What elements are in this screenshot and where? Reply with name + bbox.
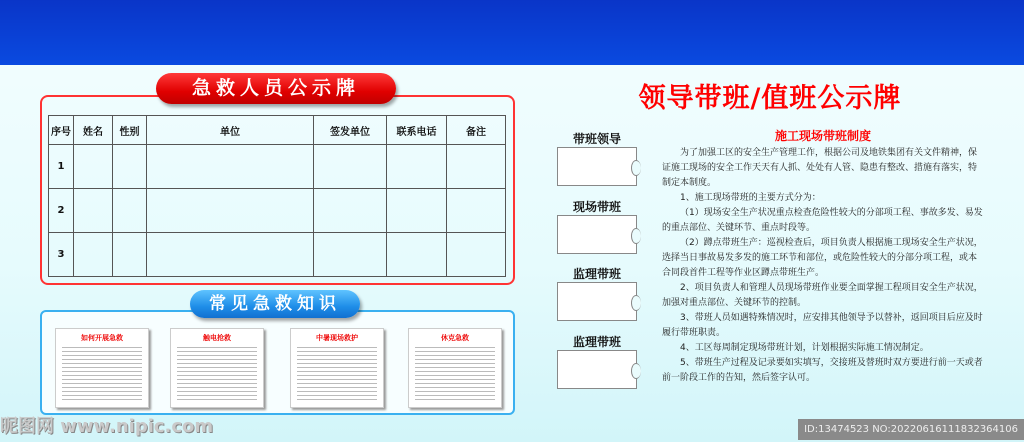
knowledge-card: [290, 328, 384, 408]
duty-label: 监理带班: [572, 335, 621, 349]
paragraph: 1、施工现场带班的主要方式分为：: [680, 193, 821, 203]
watermark-site: 昵图网 www.nipic.com: [0, 416, 214, 437]
duty-label: 监理带班: [572, 267, 621, 281]
card-text-lines: [62, 347, 142, 403]
card-title: 休克急救: [441, 334, 469, 342]
paragraph: （2）蹲点带班生产：巡视检查后，项目负责人根据施工现场安全生产状况，选择当日事故易发多发的施工环节和部位，或危险性较大的分部分项工程，或本合同段首件工程等作业区蹲点带班生产。: [662, 238, 983, 278]
col-header: 序号: [49, 116, 74, 145]
card-title: 中暑现场救护: [316, 334, 358, 342]
name-slot: [557, 215, 637, 254]
card-text-lines: [297, 347, 377, 403]
top-band: [0, 0, 1024, 65]
rules-title: 施工现场带班制度: [774, 129, 871, 143]
paragraph: （1）现场安全生产状况重点检查危险性较大的分部项工程、事故多发、易发的重点部位、关键环节、重点时段等。: [662, 208, 983, 233]
card-title: 触电抢救: [203, 334, 231, 342]
duty-board-title: 领导带班/值班公示牌: [638, 83, 902, 114]
col-header: 备注: [447, 116, 506, 145]
watermark-id: ID:13474523 NO:20220616111832364106: [798, 419, 1024, 440]
name-slot: [557, 350, 637, 389]
col-header: 单位: [147, 116, 314, 145]
name-slot: [557, 282, 637, 321]
name-slot: [557, 147, 637, 186]
first-aid-title: 急救人员公示牌: [156, 73, 396, 104]
row-number: 3: [49, 233, 74, 277]
card-text-lines: [415, 347, 495, 403]
row-number: 1: [49, 145, 74, 189]
col-header: 姓名: [74, 116, 113, 145]
knowledge-card: [170, 328, 264, 408]
table-row: [49, 145, 506, 189]
knowledge-title: 常见急救知识: [190, 290, 360, 318]
col-header: 联系电话: [387, 116, 447, 145]
knowledge-card: [55, 328, 149, 408]
first-aid-table: [48, 115, 506, 277]
paragraph: 4、工区每周制定现场带班计划，计划根据实际施工情况制定。: [680, 343, 929, 353]
row-number: 2: [49, 189, 74, 233]
table-row: [49, 233, 506, 277]
paragraph: 5、带班生产过程及记录要如实填写，交接班及替班时双方要进行前一天或者前一阶段工作的告知，然后签字认可。: [662, 358, 983, 383]
col-header: 签发单位: [314, 116, 387, 145]
col-header: 性别: [113, 116, 147, 145]
card-text-lines: [177, 347, 257, 403]
card-title: 如何开展急救: [81, 334, 123, 342]
paragraph: 3、带班人员如遇特殊情况时，应安排其他领导予以替补，返回项目后应及时履行带班职责。: [662, 313, 983, 338]
rules-text: [662, 128, 984, 386]
knowledge-card: [408, 328, 502, 408]
table-row: [49, 189, 506, 233]
paragraph: 2、项目负责人和管理人员现场带班作业要全面掌握工程项目安全生产状况，加强对重点部位、关键环节的控制。: [662, 283, 983, 308]
paragraph: 为了加强工区的安全生产管理工作，根据公司及地铁集团有关文件精神，保证施工现场的安全工作天天有人抓、处处有人管、隐患有整改、措施有落实，特制定本制度。: [662, 148, 978, 188]
duty-label: 带班领导: [572, 132, 621, 146]
duty-label: 现场带班: [572, 200, 621, 214]
